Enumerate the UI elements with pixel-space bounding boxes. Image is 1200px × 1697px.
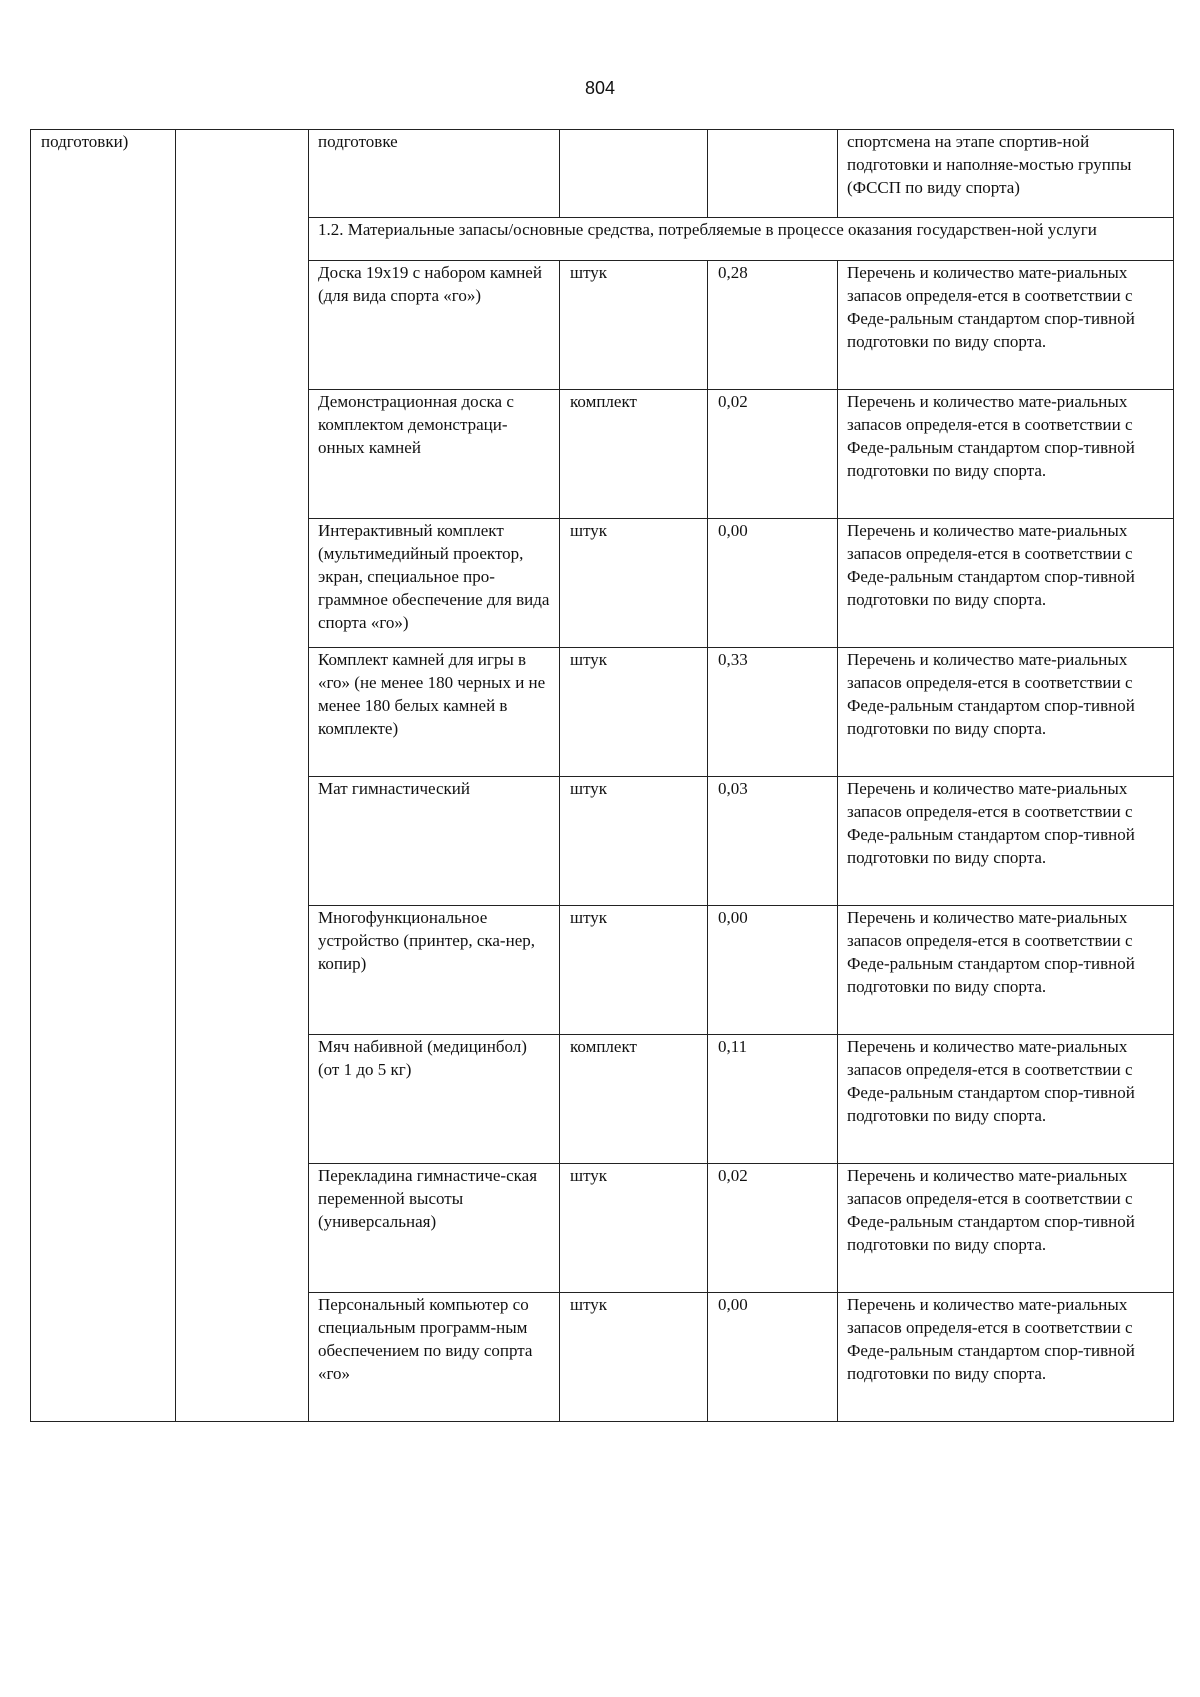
item-name-cell: Доска 19х19 с набором камней (для вида спорта «го»)	[309, 261, 560, 390]
item-name-cell: Многофункциональное устройство (принтер, ска-нер, копир)	[309, 906, 560, 1035]
norms-table	[30, 129, 1174, 1422]
empty-column-cell	[176, 130, 309, 1422]
item-unit-cell: комплект	[560, 390, 708, 519]
item-note-cell: Перечень и количество мате-риальных запасов определя-ется в соответствии с Феде-ральным стандартом спор-тивной подготовки по виду спорта.	[838, 261, 1174, 390]
continuation-note-cell: спортсмена на этапе спортив-ной подготовки и наполняе-мостью группы (ФССП по виду спорта)	[838, 130, 1174, 218]
item-unit-cell: штук	[560, 1164, 708, 1293]
continuation-name-cell: подготовке	[309, 130, 560, 218]
item-unit-cell: штук	[560, 1293, 708, 1422]
item-note-cell: Перечень и количество мате-риальных запасов определя-ется в соответствии с Феде-ральным стандартом спор-тивной подготовки по виду спорта.	[838, 1035, 1174, 1164]
item-note-cell: Перечень и количество мате-риальных запасов определя-ется в соответствии с Феде-ральным стандартом спор-тивной подготовки по виду спорта.	[838, 1293, 1174, 1422]
item-name-cell: Персональный компьютер со специальным программ-ным обеспечением по виду сопрта «го»	[309, 1293, 560, 1422]
item-unit-cell: штук	[560, 777, 708, 906]
item-note-cell: Перечень и количество мате-риальных запасов определя-ется в соответствии с Феде-ральным стандартом спор-тивной подготовки по виду спорта.	[838, 519, 1174, 648]
item-value-cell: 0,02	[708, 1164, 838, 1293]
item-value-cell: 0,03	[708, 777, 838, 906]
item-unit-cell: комплект	[560, 1035, 708, 1164]
item-value-cell: 0,00	[708, 906, 838, 1035]
item-unit-cell: штук	[560, 648, 708, 777]
item-value-cell: 0,11	[708, 1035, 838, 1164]
item-note-cell: Перечень и количество мате-риальных запасов определя-ется в соответствии с Феде-ральным стандартом спор-тивной подготовки по виду спорта.	[838, 777, 1174, 906]
item-note-cell: Перечень и количество мате-риальных запасов определя-ется в соответствии с Феде-ральным стандартом спор-тивной подготовки по виду спорта.	[838, 390, 1174, 519]
item-note-cell: Перечень и количество мате-риальных запасов определя-ется в соответствии с Феде-ральным стандартом спор-тивной подготовки по виду спорта.	[838, 1164, 1174, 1293]
item-value-cell: 0,00	[708, 1293, 838, 1422]
item-name-cell: Мат гимнастический	[309, 777, 560, 906]
item-value-cell: 0,33	[708, 648, 838, 777]
continuation-row	[31, 130, 1174, 218]
item-unit-cell: штук	[560, 519, 708, 648]
continuation-unit-cell	[560, 130, 708, 218]
item-name-cell: Интерактивный комплект (мультимедийный проектор, экран, специальное про-граммное обеспечение для вида спорта «го»)	[309, 519, 560, 648]
item-value-cell: 0,28	[708, 261, 838, 390]
item-unit-cell: штук	[560, 261, 708, 390]
section-title: 1.2. Материальные запасы/основные средства, потребляемые в процессе оказания государствен-ной услуги	[309, 218, 1174, 261]
item-name-cell: Демонстрационная доска с комплектом демонстраци-онных камней	[309, 390, 560, 519]
item-value-cell: 0,02	[708, 390, 838, 519]
item-note-cell: Перечень и количество мате-риальных запасов определя-ется в соответствии с Феде-ральным стандартом спор-тивной подготовки по виду спорта.	[838, 906, 1174, 1035]
item-unit-cell: штук	[560, 906, 708, 1035]
stage-cell: подготовки)	[31, 130, 176, 1422]
continuation-value-cell	[708, 130, 838, 218]
item-name-cell: Перекладина гимнастиче-ская переменной высоты (универсальная)	[309, 1164, 560, 1293]
page-number: 804	[584, 78, 616, 98]
item-note-cell: Перечень и количество мате-риальных запасов определя-ется в соответствии с Феде-ральным стандартом спор-тивной подготовки по виду спорта.	[838, 648, 1174, 777]
item-name-cell: Комплект камней для игры в «го» (не менее 180 черных и не менее 180 белых камней в комплекте)	[309, 648, 560, 777]
item-name-cell: Мяч набивной (медицинбол) (от 1 до 5 кг)	[309, 1035, 560, 1164]
item-value-cell: 0,00	[708, 519, 838, 648]
